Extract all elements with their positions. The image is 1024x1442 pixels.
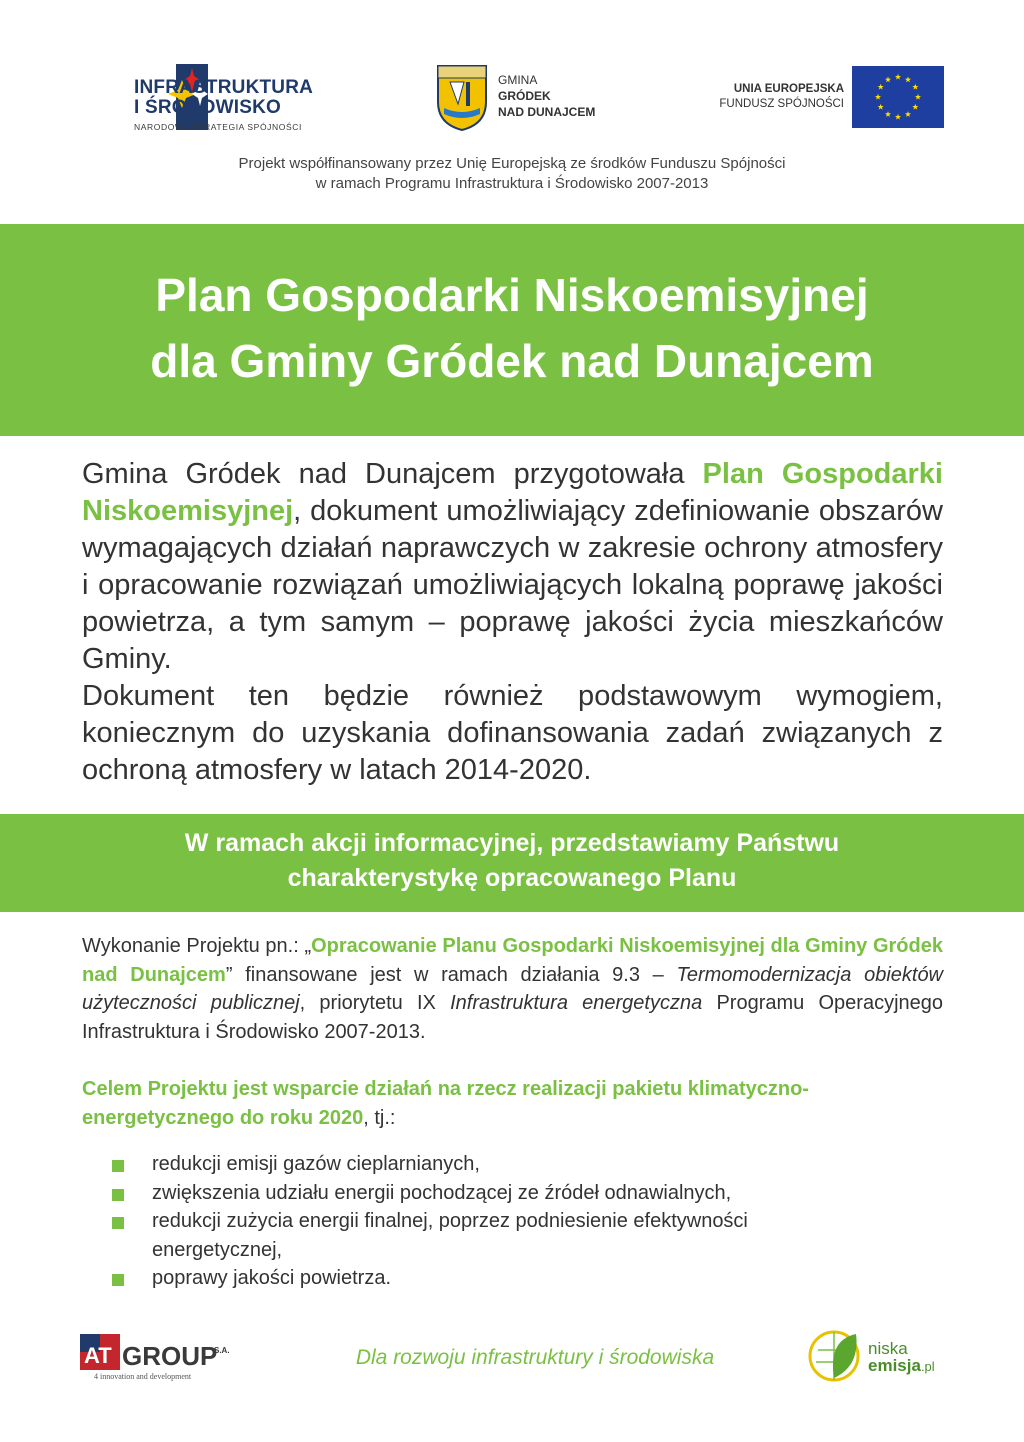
info-band-text	[0, 826, 1024, 896]
footer-slogan: Dla rozwoju infrastruktury i środowiska	[355, 1346, 715, 1369]
info-line1: W ramach akcji informacyjnej, przedstawiamy Państwu	[184, 829, 840, 857]
project-priority-name: Infrastruktura energetyczna	[450, 992, 703, 1014]
infrastruktura-srodowisko-text	[134, 78, 313, 132]
list-item-text: poprawy jakości powietrza.	[152, 1267, 391, 1289]
project-t2: ” finansowane jest w ramach działania 9.3 –	[225, 963, 677, 986]
atgroup-at: AT	[84, 1343, 112, 1368]
intro-text	[82, 456, 943, 789]
gmina-line2: GRÓDEK	[498, 89, 551, 103]
atgroup-sa: S.A.	[214, 1346, 230, 1355]
gmina-line3: NAD DUNAJCEM	[498, 105, 596, 119]
eu-line2: FUNDUSZ SPÓJNOŚCI	[719, 98, 844, 110]
gmina-coat-of-arms-icon	[436, 64, 488, 132]
intro-p1-highlight: Plan Gospodarki Niskoemisyjnej	[82, 458, 943, 527]
project-name: Opracowanie Planu Gospodarki Niskoemisyjnej dla Gminy Gródek nad Dunajcem	[82, 935, 943, 986]
eu-flag-icon	[852, 66, 944, 128]
project-t4: Programu Operacyjnego Infrastruktura i Środowisko 2007-2013.	[82, 992, 944, 1043]
pl-suffix: .pl	[920, 1359, 935, 1374]
goal-highlight: Celem Projektu jest wsparcie działań na rzecz realizacji pakietu klimatyczno-energetycznego do roku 2020	[82, 1078, 809, 1129]
is-subtitle: NARODOWA STRATEGIA SPÓJNOŚCI	[134, 122, 302, 132]
eu-line1: UNIA EUROPEJSKA	[733, 83, 844, 95]
page-title	[0, 262, 1024, 394]
project-t3: , priorytetu IX	[299, 992, 451, 1014]
gmina-line1: GMINA	[498, 73, 538, 87]
bullet-square-icon	[112, 1274, 124, 1286]
title-line2: dla Gminy Gródek nad Dunajcem	[150, 335, 874, 387]
bullet-square-icon	[112, 1189, 124, 1201]
intro-p1-start: Gmina Gródek nad Dunajcem przygotowała	[82, 458, 703, 490]
niska-word: niska	[868, 1339, 908, 1358]
atgroup-logo	[80, 1330, 260, 1386]
intro-paragraph-1	[82, 456, 943, 678]
intro-p1-rest: , dokument umożliwiający zdefiniowanie obszarów wymagających działań naprawczych w zakresie ochrony atmosfery i opracowanie rozwiązań umożliwiających lokalną poprawę jakości powietrza, a tym samym – poprawę jakości życia mieszkańców Gminy.	[82, 495, 943, 675]
list-item-text: zwiększenia udziału energii pochodzącej ze źródeł odnawialnych,	[152, 1181, 732, 1204]
project-action-name: Termomodernizacja obiektów użyteczności publicznej	[82, 963, 944, 1014]
list-item	[112, 1150, 872, 1179]
info-line2: charakterystykę opracowanego Planu	[287, 864, 737, 892]
cofunding-note	[0, 154, 1024, 194]
list-item-text: redukcji emisji gazów cieplarnianych,	[152, 1153, 480, 1175]
cofund-line1: Projekt współfinansowany przez Unię Europejską ze środków Funduszu Spójności	[238, 155, 786, 172]
bullet-square-icon	[112, 1217, 124, 1229]
list-item-text: redukcji zużycia energii finalnej, poprzez podniesienie efektywności energetycznej,	[152, 1210, 748, 1261]
list-item	[112, 1207, 872, 1264]
goal-rest: , tj.:	[363, 1106, 396, 1129]
title-line1: Plan Gospodarki Niskoemisyjnej	[155, 269, 869, 321]
list-item	[112, 1179, 872, 1208]
niskaemisja-globe-icon	[808, 1328, 864, 1384]
is-title-line1: INFRASTRUKTURA	[134, 77, 314, 98]
list-item	[112, 1264, 872, 1293]
atgroup-tagline: 4 innovation and development	[94, 1372, 192, 1381]
goal-list	[112, 1150, 872, 1293]
project-goal	[82, 1075, 943, 1132]
eu-logo-text	[704, 82, 844, 112]
atgroup-group: GROUP	[122, 1341, 218, 1371]
niskaemisja-logo-text	[868, 1340, 935, 1375]
is-title-line2: I ŚRODOWISKO	[134, 97, 282, 118]
cofund-line2: w ramach Programu Infrastruktura i Środowisko 2007-2013	[315, 175, 709, 192]
intro-paragraph-2: Dokument ten będzie również podstawowym wymogiem, koniecznym do uzyskania dofinansowania zadań związanych z ochroną atmosfery w latach 2014-2020.	[82, 680, 943, 786]
project-description	[82, 932, 943, 1046]
bullet-square-icon	[112, 1160, 124, 1172]
project-t1: Wykonanie Projektu pn.: „	[82, 935, 312, 957]
emisja-word: emisja	[868, 1356, 921, 1375]
gmina-logo-text	[498, 72, 595, 120]
